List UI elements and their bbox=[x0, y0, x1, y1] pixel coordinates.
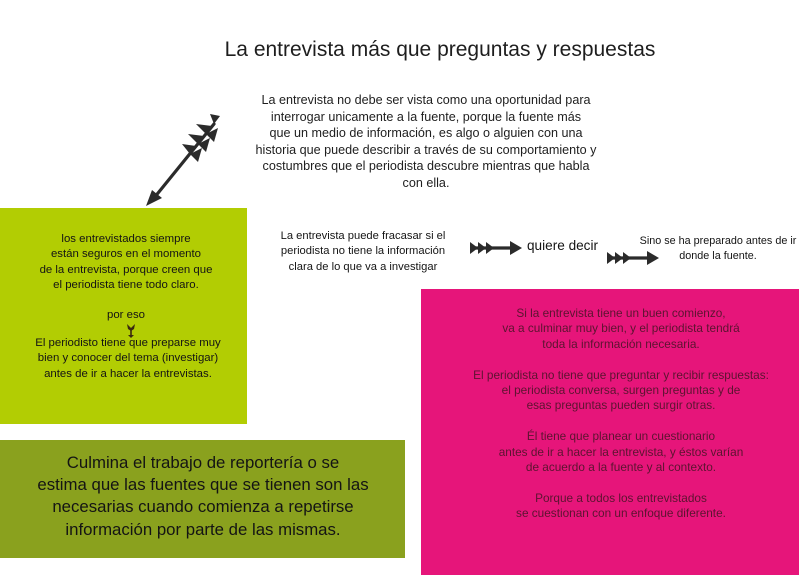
green-line: El periodisto tiene que preparse muy bbox=[35, 337, 221, 349]
intro-line: costumbres que el periodista descubre mientras que habla bbox=[262, 159, 590, 174]
green-line: bien y conocer del tema (investigar) bbox=[37, 352, 219, 365]
green-line: antes de ir a hacer la entrevistas. bbox=[44, 367, 212, 380]
green-line: están seguros en el momento bbox=[50, 248, 202, 261]
pink-line: El periodista no tiene que preguntar y recibir respuestas: bbox=[473, 367, 769, 382]
pink-line: el periodista conversa, surgen preguntas y de bbox=[501, 383, 741, 398]
pink-paragraph bbox=[421, 306, 799, 352]
sino-line: donde la fuente. bbox=[679, 250, 757, 262]
olive-box-text bbox=[4, 452, 402, 541]
olive-line: necesarias cuando comienza a repetirse bbox=[52, 497, 354, 517]
feather-arrow-icon bbox=[140, 112, 230, 208]
green-line: el periodista tiene todo claro. bbox=[53, 279, 199, 292]
green-line: de la entrevista, porque creen que bbox=[39, 263, 213, 276]
intro-line: con ella. bbox=[402, 175, 450, 190]
sino-note bbox=[634, 234, 799, 264]
pink-line: de acuerdo a la fuente y al contexto. bbox=[525, 460, 717, 475]
feather-arrow-icon bbox=[470, 239, 522, 257]
pink-line: toda la información necesaria. bbox=[542, 336, 700, 351]
intro-line: historia que puede describir a través de su comportamiento y bbox=[255, 142, 597, 157]
green-box-text-top bbox=[6, 232, 246, 294]
olive-note-box bbox=[0, 440, 405, 558]
quiere-decir-label: quiere decir bbox=[527, 238, 599, 253]
pink-box-text bbox=[421, 306, 799, 522]
intro-paragraph bbox=[228, 92, 624, 192]
pink-paragraph bbox=[421, 491, 799, 522]
green-note-box bbox=[0, 208, 247, 424]
olive-line: estima que las fuentes que se tienen son las bbox=[37, 475, 369, 495]
pink-line: Porque a todos los entrevistados bbox=[535, 490, 707, 505]
olive-line: Culmina el trabajo de reportería o se bbox=[66, 453, 340, 472]
intro-line: que un medio de información, es algo o alguien con una bbox=[269, 126, 583, 141]
page-title: La entrevista más que preguntas y respuestas bbox=[224, 38, 656, 61]
failure-line: periodista no tiene la información bbox=[280, 245, 446, 258]
connector-label: por eso bbox=[107, 309, 145, 321]
pink-line: Él tiene que planear un cuestionario bbox=[526, 429, 716, 444]
failure-line: clara de lo que va a investigar bbox=[288, 260, 438, 273]
pink-line: se cuestionan con un enfoque diferente. bbox=[516, 506, 726, 521]
green-box-text-bottom bbox=[4, 336, 252, 382]
pink-line: Si la entrevista tiene un buen comienzo, bbox=[516, 306, 726, 320]
pink-line: antes de ir a hacer la entrevista, y éstos varían bbox=[498, 444, 744, 459]
pink-paragraph bbox=[421, 368, 799, 414]
pink-line: esas preguntas pueden surgir otras. bbox=[526, 398, 716, 413]
green-line: los entrevistados siempre bbox=[61, 233, 191, 245]
pink-note-box bbox=[421, 289, 799, 575]
pink-paragraph bbox=[421, 429, 799, 475]
pink-line: va a culminar muy bien, y el periodista tendrá bbox=[502, 321, 740, 336]
failure-line: La entrevista puede fracasar si el bbox=[280, 230, 446, 242]
olive-line: información por parte de las mismas. bbox=[65, 519, 341, 539]
intro-line: interrogar unicamente a la fuente, porque la fuente más bbox=[270, 109, 582, 124]
intro-line: La entrevista no debe ser vista como una oportunidad para bbox=[261, 93, 591, 107]
failure-note bbox=[268, 229, 458, 275]
sino-line: Sino se ha preparado antes de ir bbox=[639, 235, 797, 247]
